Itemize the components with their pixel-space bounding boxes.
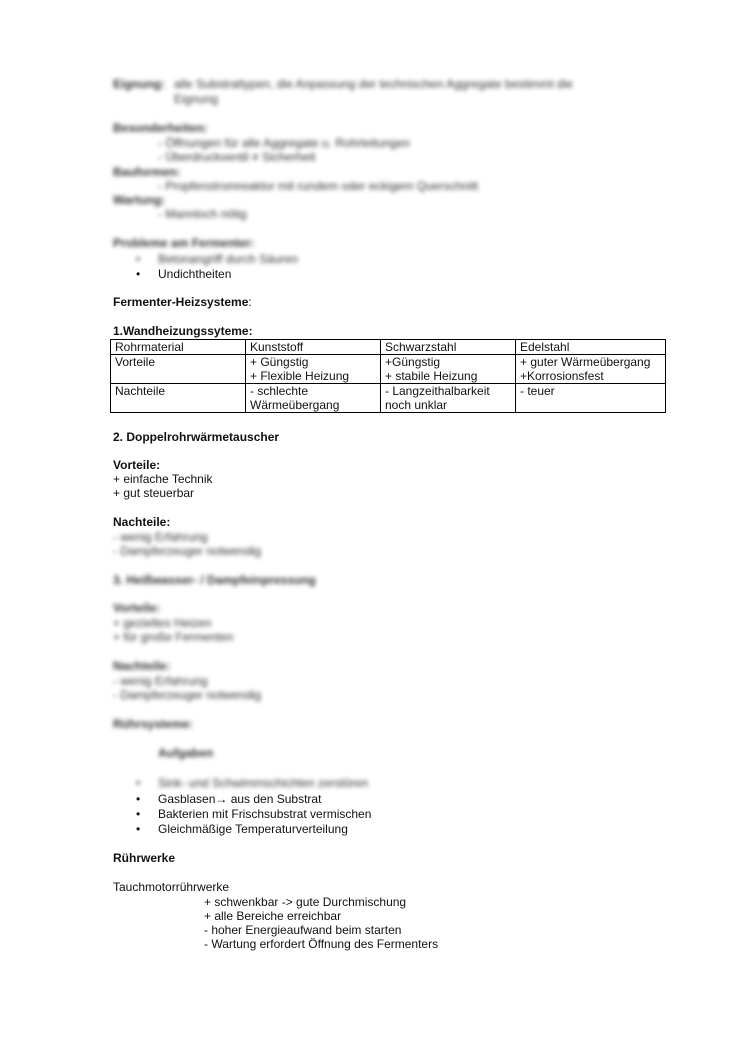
aufgaben-item: • Sink- und Schwimmschichten zerstören [158,776,368,790]
nachteile-label-3: Nachteile: [113,659,171,673]
list-item: - hoher Energieaufwand beim starten [204,923,402,937]
aufgaben-item: • Gleichmäßige Temperaturverteilung [158,822,348,836]
aufgaben-item: • Bakterien mit Frischsubstrat vermischen [158,807,371,821]
vorteile-label: Vorteile: [113,458,161,472]
table-cell: Nachteile [111,384,246,413]
section1-title: 1.Wandheizungssyteme: [113,324,253,338]
probleme-label: Probleme am Fermenter: [113,236,255,250]
besonderheiten-label: Besonderheiten: [113,121,208,135]
table-cell: + Güngstig + Flexible Heizung [246,355,381,384]
table-header-cell: Edelstahl [516,340,666,355]
bauformen-label: Bauformen: [113,165,181,179]
list-item: - Wartung erfordert Öffnung des Fermenters [204,937,439,951]
table-cell: + guter Wärmeübergang +Korrosionsfest [516,355,666,384]
nachteile-label: Nachteile: [113,515,171,529]
probleme-item: • Undichtheiten [158,267,231,281]
table-header-cell: Schwarzstahl [381,340,516,355]
list-item: - wenig Erfahrung [113,530,208,544]
eignung-text: alle Substrattypen, die Anpassung der technischen Aggregate bestimmt die [174,77,573,91]
section3-title: 3. Heißwasser- / Dampfeinpressung [113,573,316,587]
vorteile-label-3: Vorteile: [113,601,161,615]
list-item: + gut steuerbar [113,486,195,500]
table-header-cell: Rohrmaterial [111,340,246,355]
aufgaben-item: • Gasblasen→ aus den Substrat [158,792,321,806]
table-row [111,384,666,413]
list-item: + alle Bereiche erreichbar [204,909,342,923]
list-item: - wenig Erfahrung [113,674,208,688]
probleme-item: • Betonangriff durch Säuren [158,252,298,266]
eignung-label: Eignung: [113,77,165,91]
eignung-text-2: Eignung [174,92,219,106]
heizsysteme-heading: Fermenter-Heizsysteme: [113,295,252,309]
table-row [111,355,666,384]
list-item: + einfache Technik [113,472,213,486]
section2-title: 2. Doppelrohrwärmetauscher [113,430,280,444]
wandheizung-table [110,339,666,413]
list-item: + für große Fermenten [113,630,234,644]
besonderheiten-item: - Öffnungen für alle Aggregate u. Rohrleitungen [158,136,410,150]
table-header-row [111,340,666,355]
table-cell: +Güngstig + stabile Heizung [381,355,516,384]
wartung-item: - Mannloch nötig [158,207,247,221]
table-cell: Vorteile [111,355,246,384]
aufgaben-title: Aufgaben [158,746,214,760]
wartung-label: Wartung: [113,193,166,207]
ruhrsysteme-title: Rührsysteme: [113,717,194,731]
table-header-cell: Kunststoff [246,340,381,355]
bauformen-item: - Propfenstromreaktor mit rundem oder eckigem Querschnitt [158,179,479,193]
besonderheiten-item: - Überdruckventil ≠ Sicherheit [158,150,316,164]
list-item: - Dampferzeuger notwendig [113,544,262,558]
list-item: + schwenkbar -> gute Durchmischung [204,895,407,909]
list-item: + gezieltes Heizen [113,616,212,630]
tauchmotor-title: Tauchmotorrührwerke [113,880,230,894]
table-cell: - Langzeithalbarkeit noch unklar [381,384,516,413]
table-cell: - teuer [516,384,666,413]
table-cell: - schlechte Wärmeübergang [246,384,381,413]
ruhrwerke-title: Rührwerke [113,851,176,865]
list-item: - Dampferzeuger notwendig [113,688,262,702]
